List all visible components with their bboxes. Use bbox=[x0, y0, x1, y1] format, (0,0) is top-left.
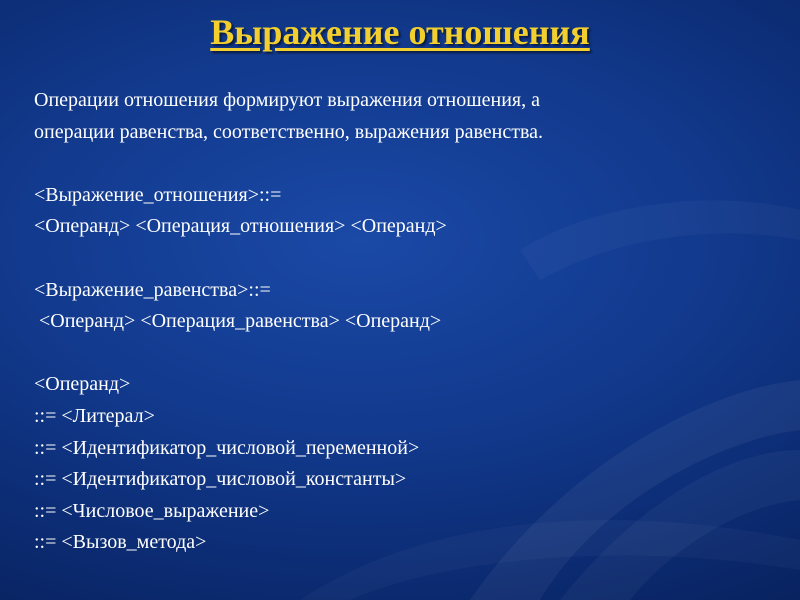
grammar-rule-line: <Операнд> <Операция_равенства> <Операнд> bbox=[34, 310, 442, 333]
blank-line bbox=[34, 148, 774, 180]
body-line: операции равенства, соответственно, выражения равенства. bbox=[34, 120, 544, 143]
blank-line bbox=[34, 338, 774, 370]
grammar-rule-line: <Операнд> <Операция_отношения> <Операнд> bbox=[34, 215, 447, 238]
grammar-alternative-line: ::= <Вызов_метода> bbox=[34, 531, 207, 554]
body-line: Операции отношения формируют выражения отношения, а bbox=[34, 89, 540, 111]
grammar-alternative-line: ::= <Числовое_выражение> bbox=[34, 499, 270, 522]
slide-title: Выражение отношения bbox=[210, 12, 590, 52]
grammar-alternative-line: ::= <Идентификатор_числовой_переменной> bbox=[34, 436, 420, 459]
grammar-rule-line: <Операнд> bbox=[34, 373, 131, 396]
grammar-rule-line: <Выражение_равенства>::= bbox=[34, 278, 271, 301]
slide-body bbox=[34, 85, 774, 559]
grammar-rule-line: <Выражение_отношения>::= bbox=[34, 183, 282, 206]
grammar-alternative-line: ::= <Литерал> bbox=[34, 404, 155, 427]
grammar-alternative-line: ::= <Идентификатор_числовой_константы> bbox=[34, 468, 407, 491]
blank-line bbox=[34, 243, 774, 275]
